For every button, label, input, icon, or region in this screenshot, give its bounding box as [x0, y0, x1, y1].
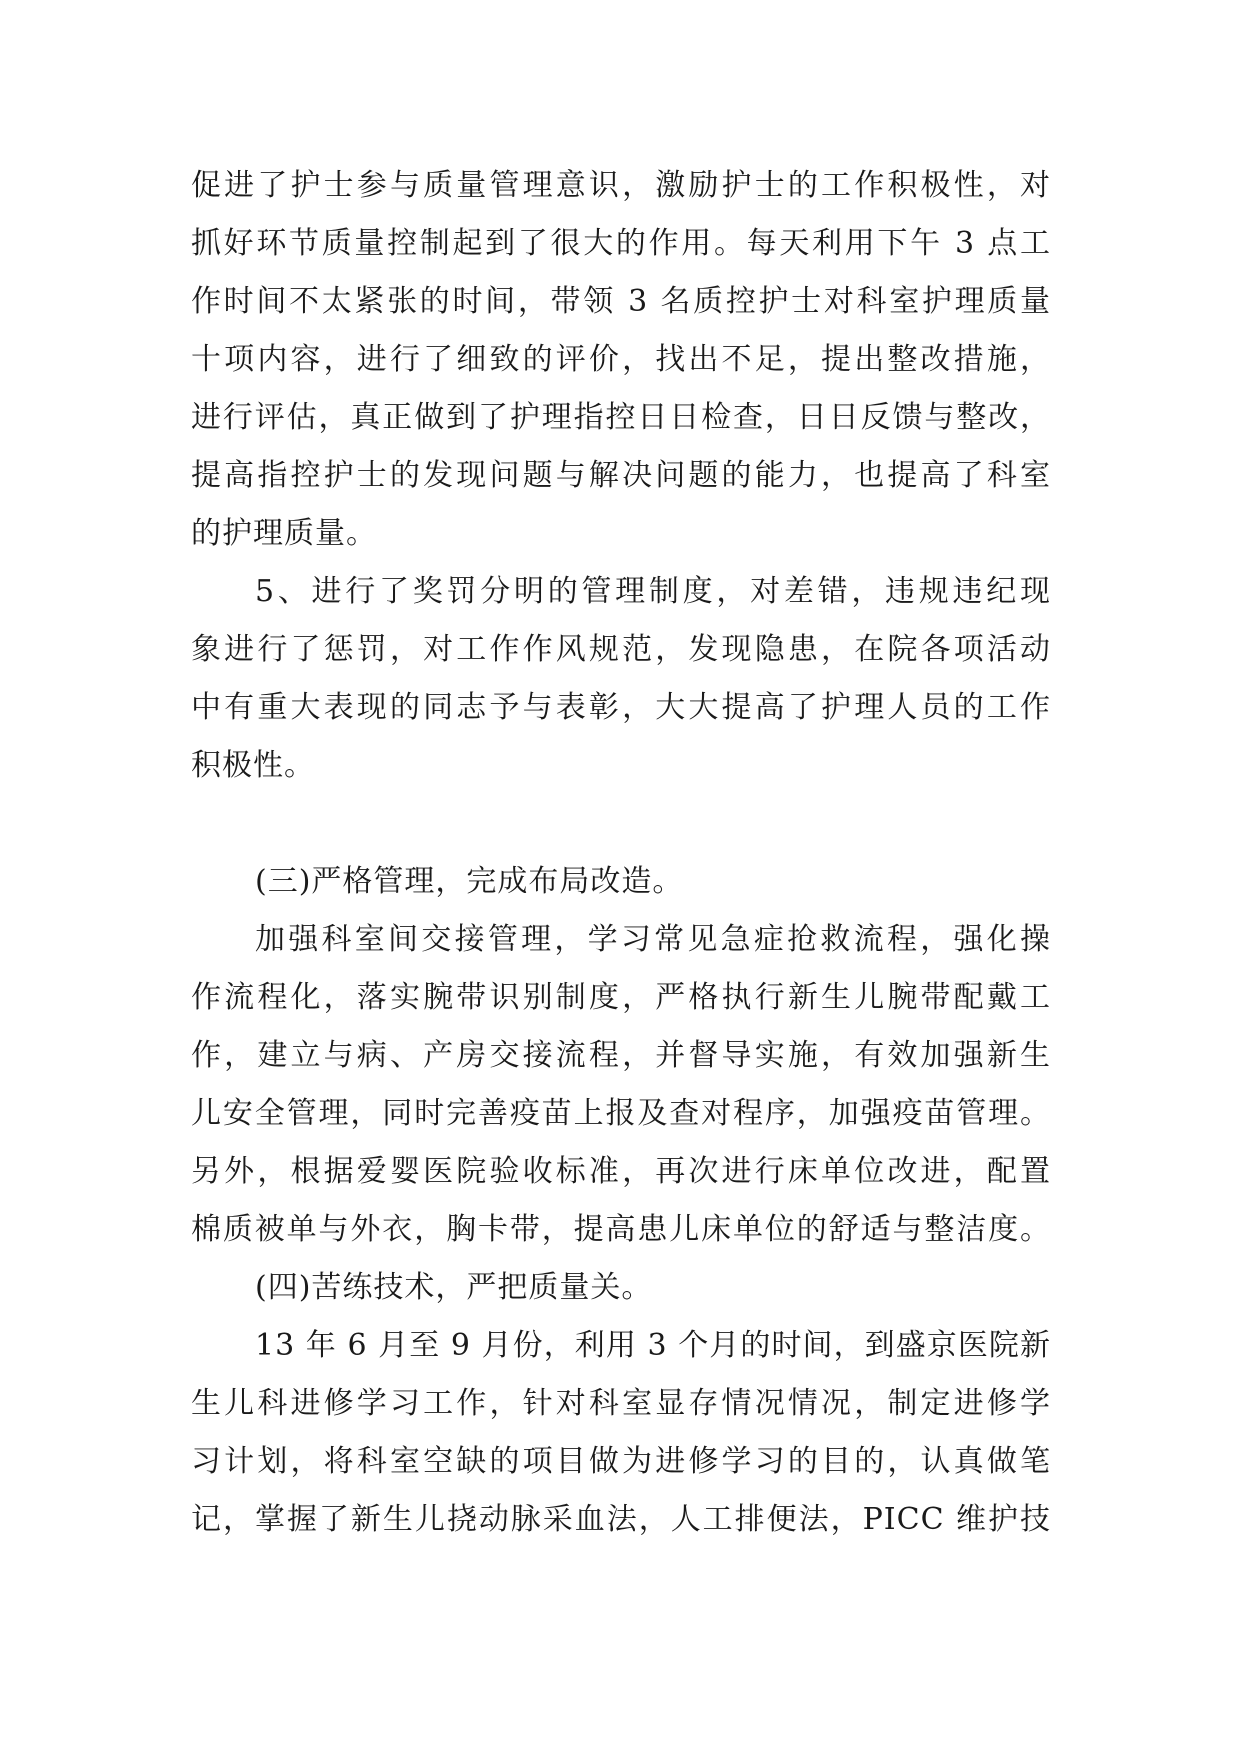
paragraph-line: 抓好环节质量控制起到了很大的作用。每天利用下午 3 点工: [191, 226, 1051, 261]
section-heading: (四)苦练技术，严把质量关。: [255, 1270, 653, 1305]
paragraph-line: 中有重大表现的同志予与表彰，大大提高了护理人员的工作: [191, 690, 1051, 725]
paragraph-line: 习计划，将科室空缺的项目做为进修学习的目的，认真做笔: [191, 1444, 1051, 1479]
paragraph-line: 十项内容，进行了细致的评价，找出不足，提出整改措施，: [191, 342, 1051, 377]
section-heading: (三)严格管理，完成布局改造。: [255, 864, 684, 899]
paragraph-line: 棉质被单与外衣，胸卡带，提高患儿床单位的舒适与整洁度。: [191, 1212, 1051, 1247]
paragraph-line: 提高指控护士的发现问题与解决问题的能力，也提高了科室: [191, 458, 1051, 493]
paragraph-line: 记，掌握了新生儿挠动脉采血法，人工排便法，PICC 维护技: [191, 1502, 1051, 1537]
paragraph-line: 生儿科进修学习工作，针对科室显存情况情况，制定进修学: [191, 1386, 1051, 1421]
paragraph-line: 积极性。: [191, 748, 315, 783]
paragraph-line: 儿安全管理，同时完善疫苗上报及查对程序，加强疫苗管理。: [191, 1096, 1051, 1131]
paragraph-line: 加强科室间交接管理，学习常见急症抢救流程，强化操: [255, 922, 1051, 957]
paragraph-line: 的护理质量。: [191, 516, 377, 551]
paragraph-line: 作，建立与病、产房交接流程，并督导实施，有效加强新生: [191, 1038, 1051, 1073]
paragraph-line: 另外，根据爱婴医院验收标准，再次进行床单位改进，配置: [191, 1154, 1051, 1189]
paragraph-line: 作流程化，落实腕带识别制度，严格执行新生儿腕带配戴工: [191, 980, 1051, 1015]
paragraph-line: 象进行了惩罚，对工作作风规范，发现隐患，在院各项活动: [191, 632, 1051, 667]
paragraph-line: 进行评估，真正做到了护理指控日日检查，日日反馈与整改，: [191, 400, 1051, 435]
paragraph-line: 13 年 6 月至 9 月份，利用 3 个月的时间，到盛京医院新: [255, 1328, 1051, 1363]
paragraph-line: 促进了护士参与质量管理意识，激励护士的工作积极性，对: [191, 168, 1051, 203]
paragraph-line: 5、进行了奖罚分明的管理制度，对差错，违规违纪现: [255, 574, 1051, 609]
paragraph-line: 作时间不太紧张的时间，带领 3 名质控护士对科室护理质量: [191, 284, 1051, 319]
